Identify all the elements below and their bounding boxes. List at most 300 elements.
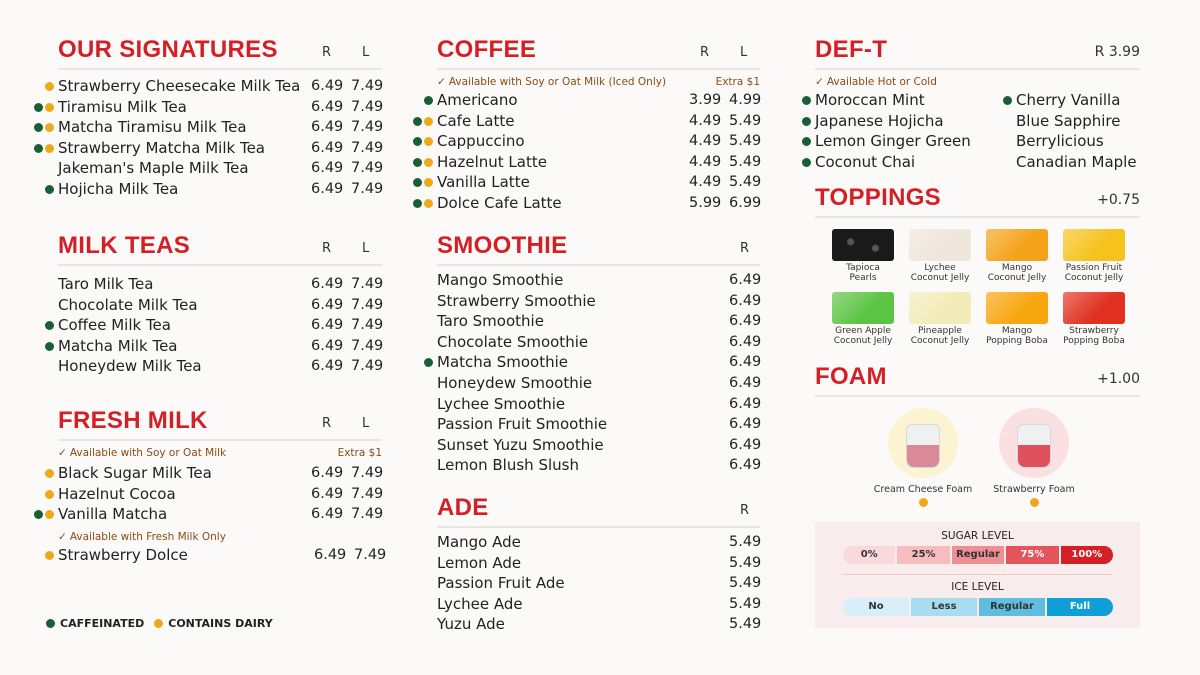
- price-regular: 5.49: [729, 595, 762, 612]
- topping-label: [907, 263, 973, 283]
- item-indicators: [422, 291, 436, 312]
- ice-level-option: No: [843, 598, 909, 616]
- section-milk-teas: [58, 230, 382, 377]
- caffeinated-dot-icon: [1003, 96, 1012, 105]
- item-name: Mango Ade: [437, 533, 521, 551]
- sugar-level-option: Regular: [952, 546, 1004, 564]
- price-regular: 6.49: [729, 313, 762, 330]
- price-large: 7.49: [351, 276, 384, 292]
- legend-caffeinated: CAFFEINATED: [60, 617, 145, 630]
- price-large: 4.99: [729, 92, 762, 108]
- item-name: Tiramisu Milk Tea: [58, 97, 187, 116]
- price-large: 7.49: [351, 119, 384, 136]
- price-regular: 5.99: [689, 194, 722, 211]
- section-signatures: [58, 34, 382, 200]
- price-large: 6.99: [729, 194, 762, 211]
- topping-label-line1: Strawberry: [1069, 326, 1119, 336]
- menu-item: [58, 356, 382, 377]
- menu-item: [58, 158, 382, 179]
- section-title: TOPPINGS: [815, 184, 941, 211]
- sugar-level-title: SUGAR LEVEL: [941, 530, 1014, 542]
- caffeinated-dot-icon: [34, 510, 43, 519]
- topping-image: [986, 292, 1048, 324]
- item-name: Matcha Milk Tea: [58, 336, 178, 355]
- fresh-milk-only-note: ✓ Available with Fresh Milk Only: [58, 530, 226, 543]
- item-name: Vanilla Matcha: [58, 505, 168, 524]
- topping-item: [1061, 292, 1127, 346]
- price-regular: 4.49: [689, 153, 722, 170]
- item-name: Matcha Tiramisu Milk Tea: [58, 118, 247, 137]
- cup-fill: [1018, 445, 1050, 467]
- item-name: Black Sugar Milk Tea: [58, 464, 212, 482]
- item-indicators: [43, 97, 57, 118]
- price-large: 5.49: [729, 133, 762, 150]
- section-title: ADE: [437, 494, 489, 521]
- menu-item: [437, 270, 760, 291]
- dairy-dot-icon: [45, 490, 54, 499]
- menu-item: [58, 463, 382, 484]
- item-name: Passion Fruit Ade: [437, 574, 565, 593]
- item-name: Honeydew Smoothie: [437, 373, 593, 392]
- sugar-level-option: 100%: [1061, 546, 1113, 564]
- dairy-dot-icon: [424, 117, 433, 126]
- sugar-level-option: 0%: [843, 546, 895, 564]
- divider: [58, 68, 382, 70]
- topping-label-line2: Popping Boba: [986, 336, 1048, 346]
- price-regular: 6.49: [314, 546, 347, 563]
- topping-item: [830, 292, 896, 346]
- menu-item: [58, 295, 382, 316]
- item-name: Hazelnut Latte: [437, 152, 547, 171]
- col-header-l: L: [740, 45, 748, 60]
- topping-label: [830, 263, 896, 283]
- dairy-dot-icon: [424, 137, 433, 146]
- menu-item: [437, 573, 760, 594]
- check-icon: ✓: [437, 76, 446, 88]
- price-regular: 6.49: [311, 276, 344, 292]
- item-indicators: [43, 158, 57, 179]
- price-large: 7.49: [351, 485, 384, 502]
- caffeinated-dot-icon: [802, 158, 811, 167]
- item-indicators: [422, 152, 436, 173]
- item-indicators: [1001, 90, 1015, 111]
- divider: [437, 264, 760, 266]
- col-header-r: R: [322, 416, 332, 431]
- sugar-level-bar: [843, 546, 1113, 564]
- item-indicators: [422, 172, 436, 193]
- item-name: Lemon Ade: [437, 553, 522, 572]
- item-name: Blue Sapphire: [1016, 111, 1121, 130]
- price-large: 7.49: [351, 317, 384, 334]
- menu-item: [815, 90, 995, 111]
- item-indicators: [43, 545, 57, 566]
- menu-item: [1016, 131, 1140, 152]
- extra-charge: Extra $1: [715, 76, 760, 88]
- ice-level-option: Regular: [979, 598, 1045, 616]
- caffeinated-dot-icon: [34, 144, 43, 153]
- divider: [843, 574, 1113, 575]
- foam-label: Cream Cheese Foam: [873, 484, 973, 495]
- topping-image: [1063, 229, 1125, 261]
- price-regular: 6.49: [729, 416, 762, 433]
- menu-item: [437, 352, 760, 373]
- price-regular: 6.49: [311, 296, 344, 313]
- col-header-l: L: [362, 241, 370, 256]
- dairy-dot-icon: [154, 619, 163, 628]
- menu-item: [437, 291, 760, 312]
- price-regular: 6.49: [729, 272, 762, 288]
- item-indicators: [800, 131, 814, 152]
- price-regular: 3.99: [689, 92, 722, 108]
- price-regular: 6.49: [311, 337, 344, 354]
- item-name: Moroccan Mint: [815, 91, 925, 109]
- menu-item: [437, 131, 760, 152]
- item-indicators: [422, 352, 436, 373]
- section-fresh-milk: [58, 405, 387, 565]
- section-foam: [815, 361, 1140, 397]
- price-regular: 6.49: [311, 78, 344, 94]
- check-icon: ✓: [58, 530, 67, 543]
- section-ade: [437, 492, 760, 635]
- item-name: Lemon Blush Slush: [437, 456, 579, 475]
- topping-label-line2: Coconut Jelly: [1064, 273, 1124, 283]
- item-name: Coconut Chai: [815, 152, 916, 171]
- item-indicators: [43, 76, 57, 97]
- caffeinated-dot-icon: [45, 342, 54, 351]
- price-regular: 6.49: [729, 436, 762, 453]
- item-indicators: [422, 614, 436, 635]
- price-regular: 4.49: [689, 133, 722, 150]
- menu-item: [437, 172, 760, 193]
- item-name: Jakeman's Maple Milk Tea: [58, 159, 249, 178]
- item-name: Mango Smoothie: [437, 271, 564, 289]
- caffeinated-dot-icon: [413, 117, 422, 126]
- menu-item: [437, 90, 760, 111]
- topping-image: [1063, 292, 1125, 324]
- price-regular: 5.49: [729, 534, 762, 550]
- topping-label: [984, 263, 1050, 283]
- menu-item: [58, 484, 382, 505]
- price-regular: 6.49: [729, 374, 762, 391]
- dairy-dot-icon: [45, 123, 54, 132]
- item-indicators: [422, 193, 436, 214]
- caffeinated-dot-icon: [424, 96, 433, 105]
- topping-label-line2: Coconut Jelly: [833, 336, 893, 346]
- check-icon: ✓: [58, 447, 67, 459]
- menu-item: [815, 131, 995, 152]
- menu-item: [1016, 152, 1140, 173]
- item-indicators: [422, 532, 436, 553]
- caffeinated-dot-icon: [413, 178, 422, 187]
- topping-label-line1: Mango: [1001, 326, 1033, 336]
- item-indicators: [800, 90, 814, 111]
- price-large: 7.49: [351, 160, 384, 177]
- menu-item: [815, 152, 995, 173]
- price-regular: 6.49: [311, 317, 344, 334]
- legend-dairy: CONTAINS DAIRY: [168, 617, 273, 630]
- caffeinated-dot-icon: [802, 96, 811, 105]
- item-name: Chocolate Smoothie: [437, 332, 589, 351]
- topping-item: [907, 229, 973, 283]
- caffeinated-dot-icon: [34, 103, 43, 112]
- milk-option-note: ✓ Available with Soy or Oat Milk Extra $1: [58, 447, 382, 459]
- price-large: 7.49: [351, 506, 384, 523]
- item-name: Yuzu Ade: [437, 615, 505, 634]
- topping-label: [1061, 326, 1127, 346]
- item-name: Sunset Yuzu Smoothie: [437, 435, 604, 454]
- topping-label-line2: Popping Boba: [1063, 336, 1125, 346]
- check-icon: ✓: [815, 76, 824, 88]
- item-name: Canadian Maple: [1016, 152, 1137, 171]
- item-name: Hojicha Milk Tea: [58, 179, 179, 198]
- extra-charge: Extra $1: [337, 447, 382, 459]
- price-large: 7.49: [351, 296, 384, 313]
- section-title: COFFEE: [437, 36, 537, 63]
- item-indicators: [422, 270, 436, 291]
- price-regular: 5.49: [729, 554, 762, 571]
- menu-item: [58, 76, 382, 97]
- caffeinated-dot-icon: [424, 358, 433, 367]
- menu-item: [58, 138, 382, 159]
- item-name: Vanilla Latte: [437, 173, 530, 192]
- divider: [815, 395, 1140, 397]
- price-regular: 6.49: [311, 180, 344, 197]
- item-indicators: [43, 356, 57, 377]
- item-indicators: [43, 463, 57, 484]
- caffeinated-dot-icon: [802, 117, 811, 126]
- topping-label-line2: Coconut Jelly: [910, 273, 970, 283]
- topping-label: [907, 326, 973, 346]
- col-header-r: R: [322, 241, 332, 256]
- toppings-price: +0.75: [1097, 192, 1140, 208]
- levels-panel: [815, 522, 1140, 628]
- price-regular: 6.49: [729, 333, 762, 350]
- price-large: 7.49: [354, 546, 387, 563]
- col-header-r: R: [700, 45, 710, 60]
- item-name: Taro Smoothie: [437, 312, 544, 331]
- price-regular: 6.49: [311, 119, 344, 136]
- topping-image: [909, 292, 971, 324]
- menu-item: [58, 545, 387, 566]
- topping-label: [1061, 263, 1127, 283]
- section-toppings: [815, 182, 1140, 218]
- price-regular: 6.49: [311, 160, 344, 177]
- cup-icon: [906, 424, 940, 468]
- item-name: Cherry Vanilla: [1016, 91, 1121, 109]
- menu-item: [815, 111, 995, 132]
- col-header-l: L: [362, 416, 370, 431]
- price-large: 5.49: [729, 153, 762, 170]
- item-name: Strawberry Smoothie: [437, 291, 596, 310]
- item-name: Cappuccino: [437, 132, 525, 151]
- menu-item: [58, 336, 382, 357]
- item-indicators: [800, 111, 814, 132]
- item-name: Hazelnut Cocoa: [58, 484, 176, 503]
- item-name: Strawberry Matcha Milk Tea: [58, 138, 265, 157]
- divider: [58, 439, 382, 441]
- section-smoothie: [437, 230, 760, 476]
- foam-item: [979, 408, 1089, 507]
- item-indicators: [43, 117, 57, 138]
- caffeinated-dot-icon: [45, 185, 54, 194]
- item-name: Dolce Cafe Latte: [437, 193, 562, 212]
- section-coffee: [437, 34, 760, 214]
- menu-item: [437, 532, 760, 553]
- col-header-r: R: [740, 241, 750, 256]
- item-indicators: [43, 295, 57, 316]
- item-indicators: [422, 90, 436, 111]
- topping-image: [909, 229, 971, 261]
- foam-price: +1.00: [1097, 371, 1140, 387]
- menu-item: [437, 332, 760, 353]
- item-indicators: [1001, 111, 1015, 132]
- divider: [437, 526, 760, 528]
- item-indicators: [43, 484, 57, 505]
- menu-item: [58, 117, 382, 138]
- item-indicators: [422, 553, 436, 574]
- menu-item: [1016, 111, 1140, 132]
- menu-item: [58, 504, 382, 525]
- topping-label-line1: Mango: [1001, 263, 1033, 273]
- caffeinated-dot-icon: [34, 123, 43, 132]
- dairy-dot-icon: [45, 82, 54, 91]
- cup-fill: [907, 445, 939, 467]
- item-indicators: [422, 573, 436, 594]
- item-name: Lychee Smoothie: [437, 394, 566, 413]
- menu-item: [437, 111, 760, 132]
- foam-item: [868, 408, 978, 507]
- price-large: 7.49: [351, 139, 384, 156]
- divider: [58, 264, 382, 266]
- item-name: Strawberry Cheesecake Milk Tea: [58, 77, 301, 95]
- caffeinated-dot-icon: [45, 321, 54, 330]
- menu-item: [437, 435, 760, 456]
- item-indicators: [422, 414, 436, 435]
- price-regular: 6.49: [311, 485, 344, 502]
- ice-level-title: ICE LEVEL: [951, 581, 1004, 593]
- foam-image: [999, 408, 1069, 478]
- menu-item: [58, 97, 382, 118]
- price-large: 7.49: [351, 337, 384, 354]
- menu-item: [437, 193, 760, 214]
- topping-label-line1: Green Apple: [835, 326, 891, 336]
- divider: [437, 68, 760, 70]
- item-name: Matcha Smoothie: [437, 353, 569, 372]
- price-large: 5.49: [729, 174, 762, 191]
- price-large: 7.49: [351, 180, 384, 197]
- item-indicators: [422, 373, 436, 394]
- topping-label-line2: Coconut Jelly: [987, 273, 1047, 283]
- menu-item: [437, 414, 760, 435]
- col-header-r: R: [740, 503, 750, 518]
- price-regular: 6.49: [311, 506, 344, 523]
- section-def-t: [815, 34, 1140, 174]
- price-regular: 6.49: [729, 354, 762, 371]
- def-t-price: R 3.99: [1094, 44, 1140, 60]
- item-name: Berrylicious: [1016, 132, 1104, 151]
- dairy-dot-icon: [45, 510, 54, 519]
- dairy-dot-icon: [424, 158, 433, 167]
- section-title: OUR SIGNATURES: [58, 36, 278, 63]
- section-title: SMOOTHIE: [437, 232, 568, 259]
- menu-item: [58, 274, 382, 295]
- menu-item: [437, 553, 760, 574]
- price-regular: 4.49: [689, 112, 722, 129]
- price-regular: 6.49: [311, 465, 344, 481]
- item-name: Taro Milk Tea: [58, 275, 154, 293]
- caffeinated-dot-icon: [413, 137, 422, 146]
- col-header-r: R: [322, 45, 332, 60]
- dairy-dot-icon: [424, 199, 433, 208]
- item-indicators: [422, 435, 436, 456]
- item-indicators: [43, 274, 57, 295]
- section-title: FRESH MILK: [58, 407, 208, 434]
- caffeinated-dot-icon: [413, 158, 422, 167]
- section-title: MILK TEAS: [58, 232, 191, 259]
- topping-item: [984, 229, 1050, 283]
- ice-level-bar: [843, 598, 1113, 616]
- item-name: Passion Fruit Smoothie: [437, 415, 608, 434]
- menu-item: [437, 594, 760, 615]
- topping-label-line1: Tapioca: [846, 263, 880, 273]
- item-indicators: [422, 394, 436, 415]
- topping-item: [907, 292, 973, 346]
- menu-item: [437, 614, 760, 635]
- foam-image: [888, 408, 958, 478]
- sugar-level-option: 75%: [1006, 546, 1058, 564]
- item-indicators: [422, 111, 436, 132]
- price-regular: 4.49: [689, 174, 722, 191]
- topping-label: [984, 326, 1050, 346]
- topping-item: [984, 292, 1050, 346]
- dairy-dot-icon: [1030, 498, 1039, 507]
- item-name: Chocolate Milk Tea: [58, 295, 198, 314]
- dairy-dot-icon: [919, 498, 928, 507]
- cup-icon: [1017, 424, 1051, 468]
- item-indicators: [43, 138, 57, 159]
- item-name: Strawberry Dolce: [58, 545, 188, 564]
- menu-item: [58, 179, 382, 200]
- section-title: FOAM: [815, 363, 887, 390]
- caffeinated-dot-icon: [413, 199, 422, 208]
- dairy-dot-icon: [45, 469, 54, 478]
- item-indicators: [800, 152, 814, 173]
- item-indicators: [422, 332, 436, 353]
- item-indicators: [43, 504, 57, 525]
- dairy-dot-icon: [45, 551, 54, 560]
- price-regular: 5.49: [729, 575, 762, 592]
- dairy-dot-icon: [424, 178, 433, 187]
- hot-cold-note: ✓ Available Hot or Cold: [815, 76, 937, 88]
- ice-level-option: Less: [911, 598, 977, 616]
- item-indicators: [422, 455, 436, 476]
- topping-label-line1: Passion Fruit: [1065, 263, 1123, 273]
- topping-label-line2: Coconut Jelly: [910, 336, 970, 346]
- item-name: Lemon Ginger Green: [815, 132, 971, 151]
- topping-label-line2: Pearls: [849, 273, 877, 283]
- price-regular: 6.49: [729, 395, 762, 412]
- price-regular: 6.49: [729, 292, 762, 309]
- item-indicators: [422, 311, 436, 332]
- price-large: 7.49: [351, 78, 384, 94]
- menu-item: [437, 373, 760, 394]
- price-large: 7.49: [351, 358, 384, 375]
- dairy-dot-icon: [45, 103, 54, 112]
- menu-item: [437, 311, 760, 332]
- item-indicators: [43, 179, 57, 200]
- menu-item: [1016, 90, 1140, 111]
- menu-item: [437, 455, 760, 476]
